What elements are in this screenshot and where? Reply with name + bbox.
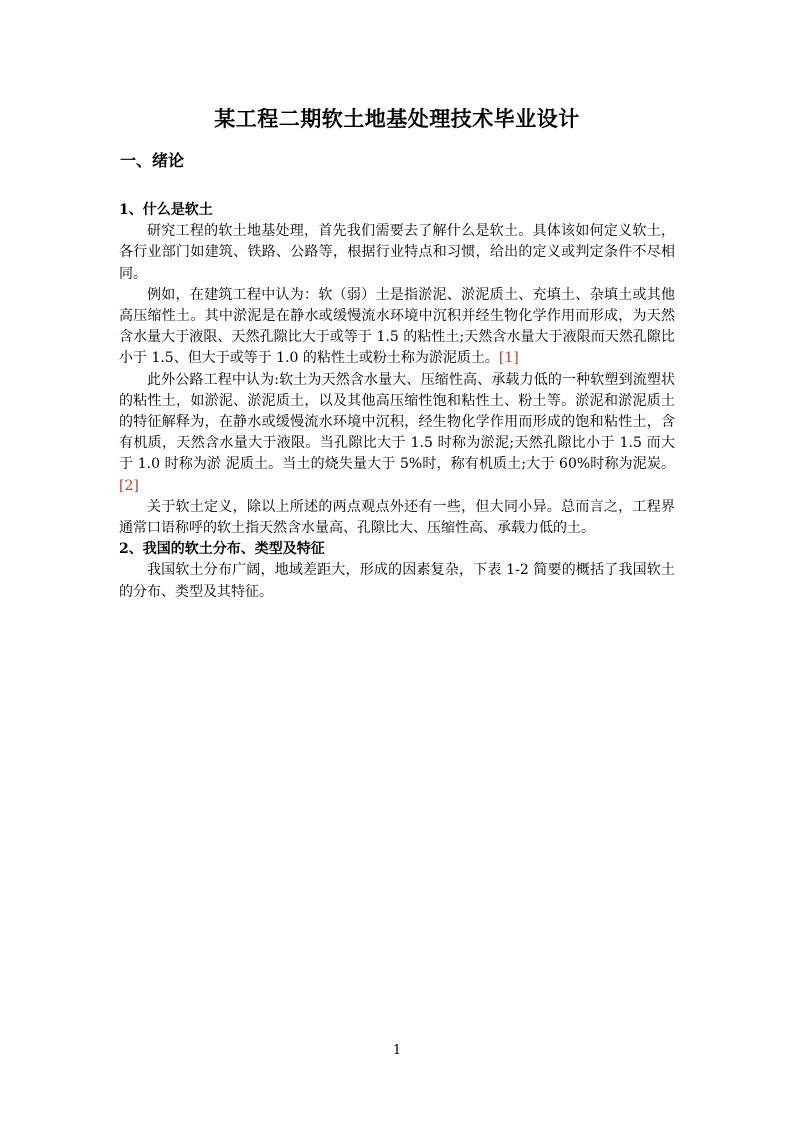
section-1 <box>119 200 675 603</box>
chapter-heading: 一、绪论 <box>120 151 185 170</box>
page-number: 1 <box>392 1043 402 1058</box>
paragraph <box>119 285 675 370</box>
citation-link[interactable]: [1] <box>498 350 519 367</box>
paragraph-text: 例如，在建筑工程中认为：软（弱）土是指淤泥、淤泥质土、充填土、杂填土或其他高压缩性土。其中淤泥是在静水或缓慢流水环境中沉积并经生物化学作用而形成，为天然含水量大于液限、天然孔隙比大于或等于 1.5 的粘性土;天然含水量大于液限而天然孔隙比小于 1.5、但大于或等于 1.0 的粘性土或粉土称为淤泥质土。 <box>119 286 675 367</box>
page-title: 某工程二期软土地基处理技术毕业设计 <box>214 106 580 131</box>
section-1-heading: 1、什么是软土 <box>119 202 213 218</box>
section-2-heading: 2、我国的软土分布、类型及特征 <box>119 541 325 558</box>
paragraph-text: 此外公路工程中认为:软土为天然含水量大、压缩性高、承载力低的一种软塑到流塑状的粘性土，如淤泥、淤泥质土，以及其他高压缩性饱和粘性土、粉土等。淤泥和淤泥质土的特征解释为，在静水或缓慢流水环境中沉积，经生物化学作用而形成的饱和粘性土，含有机质，天然含水量大于液限。当孔隙比大于 1.5 时称为淤泥;天然孔隙比小于 1.5 而大于 1.0 时称为淤 泥质土。当土的烧失量大于 5%时，称有机质土;大于 60%时称为泥炭。 <box>119 371 675 473</box>
paragraph <box>119 370 675 497</box>
paragraph: 关于软土定义，除以上所述的两点观点外还有一些，但大同小异。总而言之，工程界通常口语称呼的软土指天然含水量高、孔隙比大、压缩性高、承载力低的土。 <box>119 498 675 537</box>
citation-link[interactable]: [2] <box>119 477 139 494</box>
paragraph: 研究工程的软土地基处理，首先我们需要去了解什么是软土。具体该如何定义软土，各行业部门如建筑、铁路、公路等，根据行业特点和习惯，给出的定义或判定条件不尽相同。 <box>119 223 675 282</box>
paragraph: 我国软土分布广阔，地域差距大，形成的因素复杂，下表 1-2 简要的概括了我国软土的分布、类型及其特征。 <box>119 562 675 600</box>
